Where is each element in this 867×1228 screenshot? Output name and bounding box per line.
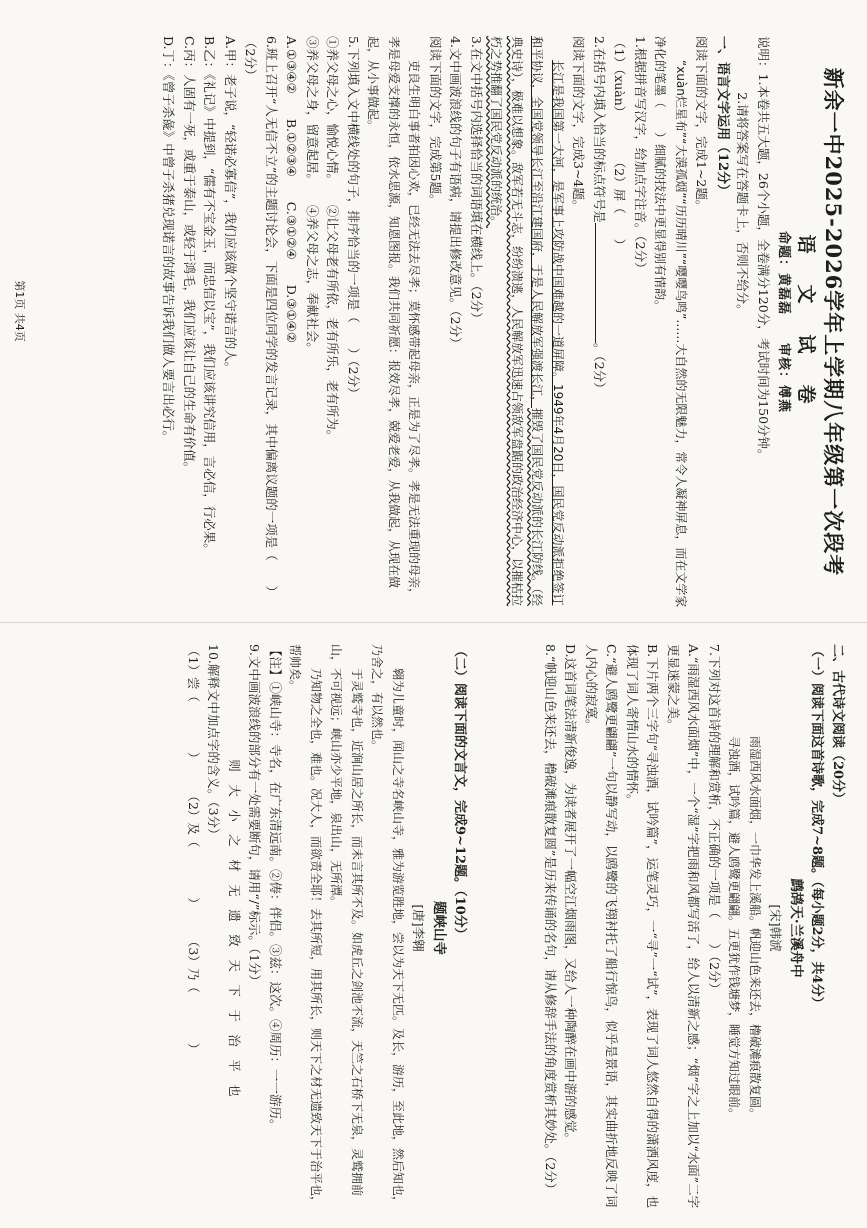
passage-1-text-a: “xuàn烂星布”“大漠孤烟”“历历晴川”“嘤嘤鸟鸣”……大自然的无限魅力，常令人凝神屏息，而在文学家	[674, 60, 688, 608]
question-6-option-c: C.丙：人固有一死，或重于泰山，或轻于鸿毛，我们应该让自己的生命有价值。	[182, 36, 197, 475]
instructions-line-1: 说明：1.本卷共五大题，26个小题，全卷满分120分，考试时间为150分钟。	[756, 36, 771, 462]
poem-line-1: 雨湿西风水面烟，一巾华发上溪船。帆迎山色来还去，橹破滩痕散复圆。	[748, 735, 762, 1120]
question-2	[589, 36, 610, 608]
question-2-tail: 。（2分）	[592, 342, 607, 395]
page-footer: 第1页 共4页	[13, 280, 26, 342]
question-10-items: （1）尝（ ） （2）及（ ） （3）乃（ ）	[186, 644, 201, 1056]
question-7-option-d: D.这首词笔法清新俊逸，为读者展开了一幅空江烟雨图，又给人一种陶醉在画中游的感觉。	[563, 644, 579, 1146]
question-7-option-b: B.下片两个三字句“寻浊酒，试吟篇”，运笔灵巧，一“寻”一“试”，表现了词人悠然自得的潇洒风度，也体现了词人寄情山水的情怀。	[625, 644, 661, 1209]
exam-title: 新余一中2025-2026学年上学期八年级第一次段考	[821, 67, 846, 577]
poem-title: 鹧鸪天·兰溪舟中	[788, 878, 804, 978]
question-5-choices: A.①③④② B.①②③④ C.③①②④ D.③①④②	[284, 36, 300, 344]
passage-2-text: 长江是我国第一大河，是军事上攻防战中国难越的一道屏障。1949年4月20日，国民党反动派拒绝签订和平协议，全国党领导长江至沿江建国府，于是人民解放军强渡长江，	[530, 36, 565, 606]
passage-3: 吏良生明白事者拍因心欢，已经无法去尽孝；莫怀感带起母亲，正是为了尽孝。孝是无法重现的母亲，孝是母爱支撑的永恒，依水思源，知恩图报。我们共同祈愿：报效尽孝，兢爱老爱，从我做起，从现在做起，从小事做起。	[366, 36, 422, 601]
answer-space	[470, 644, 540, 1212]
passage-2-wavy-text: 摧毁了国民党反动派的长江防线。（经典史诗），极难以想象。敌军若无斗志，纷纷溃逃，人民解放军迅速占领敌军盘踞的政治经济中心，以摧枯拉朽之势推翻了国民党反动派的统治。	[489, 36, 545, 607]
question-2-text: 2.在括号内填入恰当的标点符号是	[592, 36, 607, 223]
question-7-option-c: C.“避人鸥鹭更翩翩”一句以静写动，以鸥鹭的飞翔衬托了船行惊鸟，似乎是景语，其实曲折地反映了词人内心的寂寞。	[584, 644, 620, 1208]
question-1-items: （1）（xuàn） （2）屏（ ）	[612, 36, 628, 252]
poem-author: [宋]韩淲	[768, 904, 783, 952]
question-6-option-b: B.乙：《礼记》中提到，“儒有不宝金玉，而忠信以宝”，我们应该讲究信用，言必信，行必果。	[202, 36, 218, 556]
section-2-heading: 二、古代诗文阅读（20分）	[830, 644, 845, 806]
exam-authors: 命题：黄磊磊 审核：傅燕	[776, 230, 791, 413]
question-7: 7.下列对这首诗的理解和赏析，不正确的一项是（ ）（2分）	[707, 644, 722, 996]
poem-line-2: 寻浊酒，试吟篇，避人鸥鹭更翩翩。五更犹作钱塘梦，睡觉方知过眼前。	[727, 735, 742, 1120]
question-3: 3.在文中括号内选择恰当的词语填在横线上。（2分）	[469, 36, 484, 325]
question-10: 10.解释文中加点字的含义。（3分）	[206, 644, 222, 841]
question-9-text: 则 大 小 之 材 无 遗 致 天 下 于 治 平 也	[227, 759, 242, 1097]
essay-paragraph-1: 翱为儿童时，闻山之寺名峡山寺，雅为游览胜地，尝以为天下无匹。及长，游历，至此地，然后知也，乃舍之，有以然也。	[370, 644, 405, 1209]
section-2-sub-2: （二）阅读下面的文言文，完成9~12题。（10分）	[452, 644, 468, 941]
section-1-heading: 一、语言文字运用（12分）	[715, 36, 730, 198]
essay-author: [唐]李翱	[411, 904, 426, 952]
question-8: 8.“帆迎山色来还去，橹破滩痕散复圆”是历来传诵的名句，请从修辞手法的角度赏析其妙处。（2分）	[543, 644, 558, 1196]
question-4: 4.文中画波浪线的句子有语病，请提出修改意见。（2分）	[448, 36, 464, 350]
essay-paragraph-3: 乃知物之全也，难也。况大人，而欲责全耶！去其所短，用其所长，则天下之材无遗致天下于治平也，帮帅矣。	[288, 644, 323, 1209]
section-1-intro: 阅读下面的文字，完成1~2题。	[694, 36, 710, 213]
passage-2-intro: 阅读下面的文字，完成3~4题。	[571, 36, 587, 213]
section-2-sub-1: （一）阅读下面这首诗歌，完成7~8题。（每小题2分，共4分）	[809, 644, 825, 1010]
answer-blank[interactable]	[595, 223, 596, 343]
question-5-options-1: ①养父母之心，愉悦心情。 ②让父母老有所依，老有所乐，老有所为。	[325, 36, 341, 443]
right-page	[0, 624, 867, 1228]
passage-2	[486, 36, 568, 608]
passage-1-text-b: 净化的笔墨（ ）细腻的技法中更显得别有情韵。	[653, 36, 668, 313]
passage-3-intro: 阅读下面的文字，完成第5题。	[428, 36, 443, 207]
passage-1	[650, 36, 691, 608]
question-6-option-a: A.甲：老子说，“轻诺必寡信”，我们应该做个坚守诺言的人。	[223, 36, 238, 375]
question-5: 5.下列填入文中横线处的句子，排序恰当的一项是（ ）（2分）	[346, 36, 361, 400]
exam-subject: 语 文 试 卷	[795, 234, 817, 410]
essay-paragraph-2: 于灵鹫寺也，近涧山居之所长，而未言其所不及。如虎丘之剑池不流，天竺之石桥下无泉，灵鹫拥前山，不可视远；峡山亦少平地，泉出山，无所潭。	[329, 644, 364, 1197]
question-7-option-a: A.“雨湿西风水面烟”中，一个“湿”字把雨和风都写活了，给人以清新之感；“烟”字之上加以“水面”二字更显迷蒙之美。	[666, 644, 702, 1209]
question-5-options-2: ③养父母之身，留意起居。 ④养父母之志，奉献社会。	[305, 36, 320, 355]
essay-title: 题峡山寺	[431, 901, 447, 955]
instructions-line-2: 2.请将答案写在答题卡上，否则不给分。	[735, 92, 751, 317]
question-6: 6.班上召开“人无信不立”的主题讨论会，下面是四位同学的发言记录，其中偏离议题的一项是（ ）（2分）	[243, 36, 279, 599]
page-divider	[0, 622, 867, 623]
question-6-option-d: D.丁：《曾子杀彘》中曾子杀猪兑现诺言的故事告诉我们做人要言出必行。	[161, 36, 177, 444]
essay-note: 【注】①峡山寺：寺名，在广东清远南。②俦：伴侣。③兹：这次。④周历：一一游历。	[268, 644, 283, 1132]
question-9: 9.文中画波浪线的部分有一处需要断句，请用“/”标示。（1分）	[247, 644, 263, 988]
question-1: 1.根据拼音写汉字，给加点字注音。（2分）	[633, 36, 648, 275]
